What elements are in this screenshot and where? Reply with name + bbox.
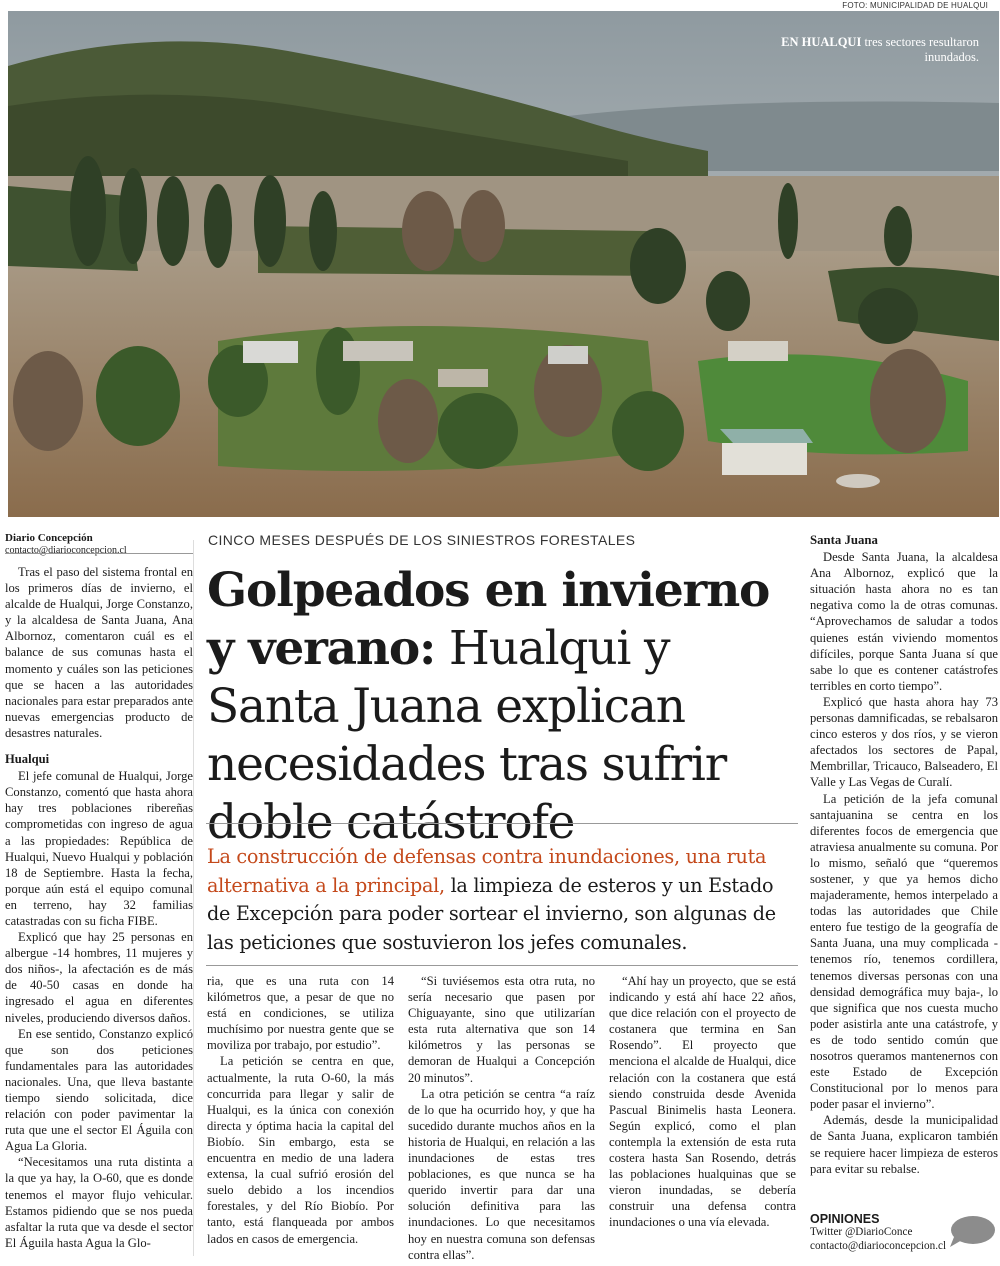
article-column-2 [207,973,394,1247]
subheading-hualqui: Hualqui [5,752,50,767]
photo-caption-text: tres sectores resultaron inundados. [864,35,979,64]
byline-divider [5,553,193,554]
photo-credit: FOTO: MUNICIPALIDAD DE HUALQUI [842,1,988,10]
paragraph: En ese sentido, Constanzo explicó que son dos peticiones fundamentales para las autoridades nacionales. Una, que lleva bastante tiempo siendo solicitada, dice relación con poder pavimentar la ruta que une el sector El Águila con Agua La Gloria. [5,1026,193,1154]
paragraph: Explicó que hay 25 personas en albergue -14 hombres, 11 mujeres y dos niños-, la afectación es de más de 40-50 casas en donde ha ingresado el agua en diferentes niveles, produciendo diversos daños. [5,930,193,1025]
paragraph: La otra petición se centra “a raíz de lo que ha ocurrido hoy, y que ha sucedido durante muchos años en la historia de Hualqui, en relación a las inundaciones de estas tres poblaciones, es que nunca se ha querido invertir para dar una solución definitiva para las inundaciones. Lo que necesitamos hoy en nuestra comuna son defensas contra ellas”. [408,1086,595,1262]
article-column-4 [609,973,796,1231]
subheading-santa-juana: Santa Juana [810,533,878,547]
deck-bottom-rule [206,965,798,966]
paragraph: Además, desde la municipalidad de Santa Juana, explicaron también se requiere hacer limpieza de esteros para evitar su rebalse. [810,1113,998,1176]
paragraph: Tras el paso del sistema frontal en los primeros días de invierno, el alcalde de Hualqui, Jorge Constanzo, y la alcaldesa de Santa Juana, Ana Albornoz, comentaron cuál es el balance de sus comunas hasta el momento y cuáles son las peticiones que se hacen a las autoridades nacionales para estar preparados ante nuevas emergencias producto de desastres naturales. [5,565,193,740]
deck-top-rule [206,823,798,824]
opiniones-twitter: Twitter @DiarioConce [810,1226,913,1238]
paragraph: ria, que es una ruta con 14 kilómetros que, a pesar de que no está en condiciones, se utiliza muchísimo por nuestra gente que se moviliza por trabajo, por estudio”. [207,974,394,1053]
article-column-3 [408,973,595,1263]
opiniones-email: contacto@diarioconcepcion.cl [810,1239,947,1252]
headline [207,562,797,852]
paragraph: “Necesitamos una ruta distinta a la que ya hay, la O-60, que es donde tenemos el mayor flujo vehicular. Estamos pidiendo que se nos pueda asfaltar la ruta que va desde el sector El Águila hasta Agua la Glo- [5,1155,193,1250]
deck-highlight: La construcción de defensas contra inundaciones, una ruta alternativa a la principal, [207,845,767,897]
opiniones-title: OPINIONES [810,1212,880,1226]
paragraph: Desde Santa Juana, la alcaldesa Ana Albornoz, explicó que la situación hasta ahora no es tan negativa como la de otras comunas. “Aprovechamos de saludar a todos quienes están viviendo momentos difíciles, porque Santa Juana sí que sabe lo que es contener catástrofes terribles en corto tiempo”. [810,550,998,693]
paragraph: La petición de la jefa comunal santajuanina se centra en los diferentes focos de emergencia que atraviesa anualmente su comuna. Por lo mismo, señaló que “queremos sostener, y que ya hemos dicho majaderamente, hemos interpelado a todas las autoridades que Chile entero fue testigo de la geografía de Santa Juana, una muy complicada -tenemos río, tenemos cordillera, tenemos diversas personas con una densidad demográfica muy baja-, lo que significa que nos cuesta mucho poder asistirla ante una catástrofe, y es de todo sentido común que nosotros queramos mantenernos con este Estado de Excepción Constitucional por lo menos para poder pasar el invierno”. [810,791,998,1112]
photo-caption [739,35,979,65]
paragraph: El jefe comunal de Hualqui, Jorge Constanzo, comentó que hasta ahora hay tres poblaciones ribereñas comprometidas con ingreso de agua a las propiedades: República de Hualqui, Nuevo Hualqui y población 18 de Septiembre. Hasta la fecha, porque aún está el equipo comunal en terreno, hay 32 familias catastradas con su ficha FIBE. [5,769,193,928]
paragraph: Explicó que hasta ahora hay 73 personas damnificadas, se rebalsaron cinco esteros y dos ríos, y se vieron afectados los sectores de Papal, Membrillar, Tricauco, Balseadero, El Valle y Las Vegas de Curalí. [810,694,998,790]
column-divider [193,540,194,1256]
kicker: CINCO MESES DESPUÉS DE LOS SINIESTROS FORESTALES [208,532,636,548]
paragraph: “Ahí hay un proyecto, que se está indicando y está ahí hace 22 años, que dice relación con el proyecto de costanera que termina en San Rosendo”. El proyecto que menciona el alcalde de Hualqui, dice relación con la costanera que está siendo construida desde Avenida Pascual Binimelis hasta Leonera. Según explicó, como el plan contempla la extensión de esta ruta costera hasta San Rosendo, detrás las poblaciones hualquinas que se vieron inundadas, se debería construir una defensa contra inundaciones o una vía elevada. [609,974,796,1230]
paragraph: “Si tuviésemos esta otra ruta, no sería necesario que pasen por Chiguayante, sino que utilizarían esta ruta alternativa que son 14 kilómetros y las personas se demoran de Hualqui a Concepción 20 minutos”. [408,974,595,1085]
flood-photo [8,11,999,517]
deck-rest: la limpieza de esteros y un Estado de Excepción para poder sortear el invierno, son algunas de las peticiones que sostuvieron los jefes comunales. [207,873,776,954]
deck [207,843,797,957]
paragraph: La petición se centra en que, actualmente, la ruta O-60, la más concurrida para llegar y salir de Hualqui, es la única con conexión directa y óptima hacia la capital del Biobío. Sin embargo, esta se encuentra en medio de una ladera extensa, la cual sufrió erosión del suelo debido a los incendios forestales, y del Río Biobío. Por tanto, está flanqueada por ambos lados en casos de emergencia. [207,1054,394,1246]
byline-email: contacto@diarioconcepcion.cl [5,545,127,556]
photo-caption-bold: EN HUALQUI [781,35,862,49]
headline-rest: Hualqui y Santa Juana explican necesidades tras sufrir doble catástrofe [207,621,727,850]
article-column-5 [810,532,998,1177]
opiniones-box [810,1212,1000,1253]
article-column-1 [5,564,193,1251]
speech-bubble-icon [948,1215,996,1249]
flood-photo-illustration [8,11,999,517]
byline-name: Diario Concepción [5,532,93,544]
headline-bold: Golpeados en invierno y verano: [207,563,770,676]
